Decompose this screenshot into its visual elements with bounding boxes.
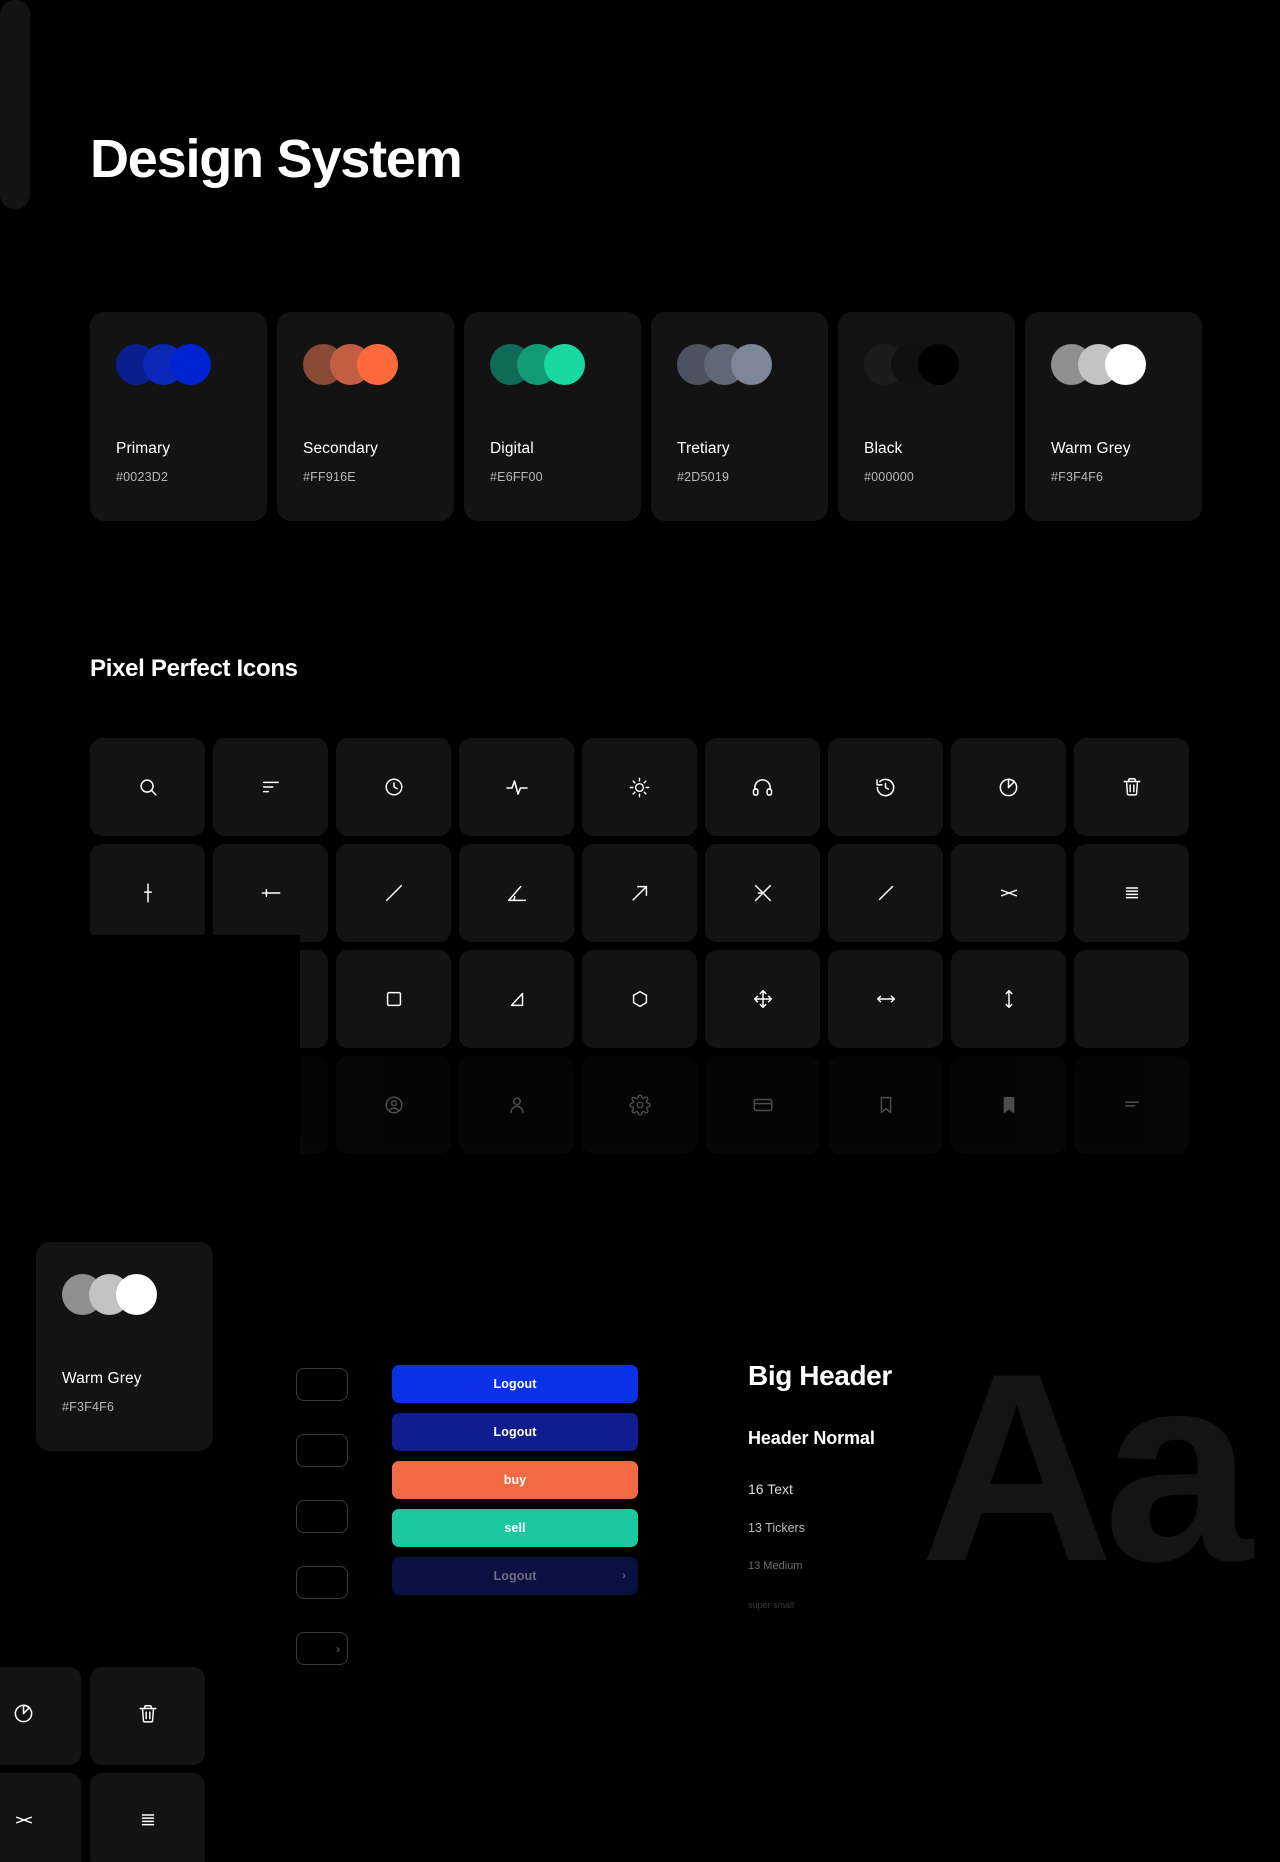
history-rewind-icon — [874, 776, 897, 799]
fragment-box[interactable] — [296, 1434, 348, 1467]
type-sample-header-normal: Header Normal — [748, 1428, 875, 1448]
icon-tile[interactable] — [828, 950, 943, 1048]
gear-icon — [629, 1094, 651, 1116]
chevron-right-icon — [297, 1501, 347, 1532]
search-icon — [137, 776, 159, 798]
diagonal-line-icon — [383, 882, 405, 904]
float-card-warm-grey[interactable] — [36, 1242, 213, 1451]
swatch-card-digital[interactable] — [464, 312, 641, 521]
typography-block — [748, 1360, 892, 1610]
swatch-name: Primary — [116, 440, 171, 457]
swatch-hex: #E6FF00 — [490, 470, 543, 484]
color-circle-3 — [116, 1274, 157, 1315]
arrows-horizontal-icon — [875, 988, 897, 1010]
swatch-hex: #0023D2 — [116, 470, 169, 484]
diagonal-stroke-icon — [875, 882, 897, 904]
icon-tile[interactable] — [1074, 844, 1189, 942]
fragment-box[interactable] — [296, 1632, 348, 1665]
icon-tile[interactable] — [582, 844, 697, 942]
pie-chart-icon — [997, 776, 1020, 799]
menu-lines-icon — [1121, 882, 1143, 904]
swatch-name: Warm Grey — [1051, 440, 1131, 457]
angle-measure-icon — [506, 882, 528, 904]
align-left-icon — [260, 776, 282, 798]
color-circles — [1051, 338, 1176, 390]
icon-tile[interactable] — [582, 738, 697, 836]
color-circle-3 — [170, 344, 211, 385]
type-sample-big-header: Big Header — [748, 1360, 892, 1391]
swatch-name: Secondary — [303, 440, 379, 457]
icon-tile[interactable] — [0, 1667, 81, 1765]
buy-button[interactable] — [392, 1461, 638, 1499]
icon-tile[interactable] — [336, 738, 451, 836]
swatch-hex: #F3F4F6 — [1051, 470, 1104, 484]
icon-tile[interactable] — [90, 1667, 205, 1765]
slanted-lines-icon — [13, 1809, 35, 1836]
icon-tile[interactable] — [705, 950, 820, 1048]
swatch-name: Tretiary — [677, 440, 730, 457]
icon-tile[interactable] — [336, 1056, 451, 1154]
headphones-icon — [751, 776, 774, 799]
trash-icon — [1121, 776, 1143, 798]
icon-tile[interactable] — [951, 844, 1066, 942]
button-label: buy — [503, 1473, 527, 1487]
activity-pulse-icon — [505, 775, 529, 799]
swatch-card-primary[interactable] — [90, 312, 267, 521]
color-circle-3 — [731, 344, 772, 385]
color-circles — [490, 338, 615, 390]
right-triangle-icon — [506, 988, 528, 1010]
icon-tile[interactable] — [1074, 1056, 1189, 1154]
logout-button-dark[interactable] — [392, 1413, 638, 1451]
fragment-box[interactable] — [296, 1368, 348, 1401]
icon-tile[interactable] — [336, 844, 451, 942]
logout-button-disabled[interactable] — [392, 1557, 638, 1595]
icon-tile[interactable] — [828, 844, 943, 942]
icon-tile[interactable] — [828, 1056, 943, 1154]
icon-tile[interactable] — [582, 1056, 697, 1154]
chevron-right-icon: › — [622, 1570, 626, 1582]
pie-chart-icon — [12, 1702, 35, 1730]
button-label: sell — [504, 1521, 526, 1535]
icon-tile[interactable] — [459, 1056, 574, 1154]
chevron-right-icon: › — [336, 1641, 340, 1656]
type-sample-super-small: super small — [748, 1600, 795, 1610]
icon-tile[interactable] — [705, 738, 820, 836]
chevron-right-icon — [297, 1369, 347, 1400]
float-card-clipped — [0, 0, 30, 209]
overlay-panel — [90, 935, 300, 1235]
scissors-cut-icon — [752, 882, 774, 904]
slanted-lines-icon — [998, 882, 1020, 904]
color-circles — [62, 1268, 187, 1320]
icon-tile[interactable] — [459, 950, 574, 1048]
swatch-card-secondary[interactable] — [277, 312, 454, 521]
icon-tile[interactable] — [0, 1773, 81, 1862]
swatch-name: Digital — [490, 440, 534, 457]
icon-tile[interactable] — [951, 738, 1066, 836]
swatch-card-tretiary[interactable] — [651, 312, 828, 521]
horizontal-ruler-icon — [260, 882, 282, 904]
swatch-card-warm-grey[interactable] — [1025, 312, 1202, 521]
sun-brightness-icon — [628, 776, 651, 799]
button-label: Logout — [493, 1377, 537, 1391]
button-label: Logout — [493, 1425, 537, 1439]
color-palette-row — [90, 312, 1202, 521]
vertical-line-icon — [137, 882, 159, 904]
fragment-box[interactable] — [296, 1566, 348, 1599]
icon-tile[interactable] — [705, 844, 820, 942]
type-sample-13-tickers: 13 Tickers — [748, 1521, 805, 1535]
swatch-hex: #FF916E — [303, 470, 356, 484]
user-icon — [506, 1094, 528, 1116]
swatch-hex: #000000 — [864, 470, 915, 484]
hexagon-icon — [629, 988, 651, 1010]
icon-tile[interactable] — [951, 950, 1066, 1048]
swatch-name: Warm Grey — [62, 1370, 142, 1387]
button-label: Logout — [493, 1569, 537, 1583]
type-sample-16-text: 16 Text — [748, 1481, 793, 1497]
swatch-hex: #2D5019 — [677, 470, 730, 484]
color-circle-3 — [1105, 344, 1146, 385]
credit-card-icon — [752, 1094, 774, 1116]
clock-icon — [383, 776, 405, 798]
section-title-icons: Pixel Perfect Icons — [90, 655, 298, 682]
icon-tile[interactable] — [705, 1056, 820, 1154]
swatch-hex: #F3F4F6 — [62, 1400, 115, 1414]
swatch-name: Black — [864, 440, 903, 457]
type-sample-13-medium: 13 Medium — [748, 1560, 803, 1572]
icon-tile-spacer — [1074, 950, 1189, 1048]
icon-tile[interactable] — [213, 738, 328, 836]
move-arrows-icon — [752, 988, 774, 1010]
list-lines-icon — [1121, 1094, 1143, 1116]
icon-tile[interactable] — [336, 950, 451, 1048]
chevron-right-icon — [297, 1567, 347, 1598]
color-circles — [303, 338, 428, 390]
button-column — [392, 1365, 638, 1595]
chevron-right-icon — [297, 1435, 347, 1466]
icon-tile[interactable] — [90, 738, 205, 836]
arrows-vertical-icon — [998, 988, 1020, 1010]
icon-tile[interactable] — [1074, 738, 1189, 836]
icon-tile[interactable] — [582, 950, 697, 1048]
sell-button[interactable] — [392, 1509, 638, 1547]
trash-icon — [137, 1703, 159, 1730]
color-circle-3 — [357, 344, 398, 385]
menu-lines-icon — [137, 1809, 159, 1836]
logout-button-primary[interactable] — [392, 1365, 638, 1403]
square-icon — [383, 988, 405, 1010]
icon-tile[interactable] — [90, 1773, 205, 1862]
arrow-up-right-icon — [629, 882, 651, 904]
user-circle-icon — [383, 1094, 405, 1116]
icon-tile[interactable] — [951, 1056, 1066, 1154]
color-circles — [116, 338, 241, 390]
bookmark-outline-icon — [875, 1094, 897, 1116]
color-circles — [677, 338, 802, 390]
fragment-box[interactable] — [296, 1500, 348, 1533]
icon-tile[interactable] — [828, 738, 943, 836]
page-title: Design System — [90, 129, 462, 189]
color-circle-3 — [918, 344, 959, 385]
icon-tile[interactable] — [459, 844, 574, 942]
typography-ghost-glyph: Aa — [920, 1317, 1243, 1617]
color-circle-3 — [544, 344, 585, 385]
color-circles — [864, 338, 989, 390]
bookmark-filled-icon — [998, 1094, 1020, 1116]
icon-tile[interactable] — [90, 844, 205, 942]
icon-tile[interactable] — [459, 738, 574, 836]
icon-tile[interactable] — [213, 844, 328, 942]
swatch-card-black[interactable] — [838, 312, 1015, 521]
